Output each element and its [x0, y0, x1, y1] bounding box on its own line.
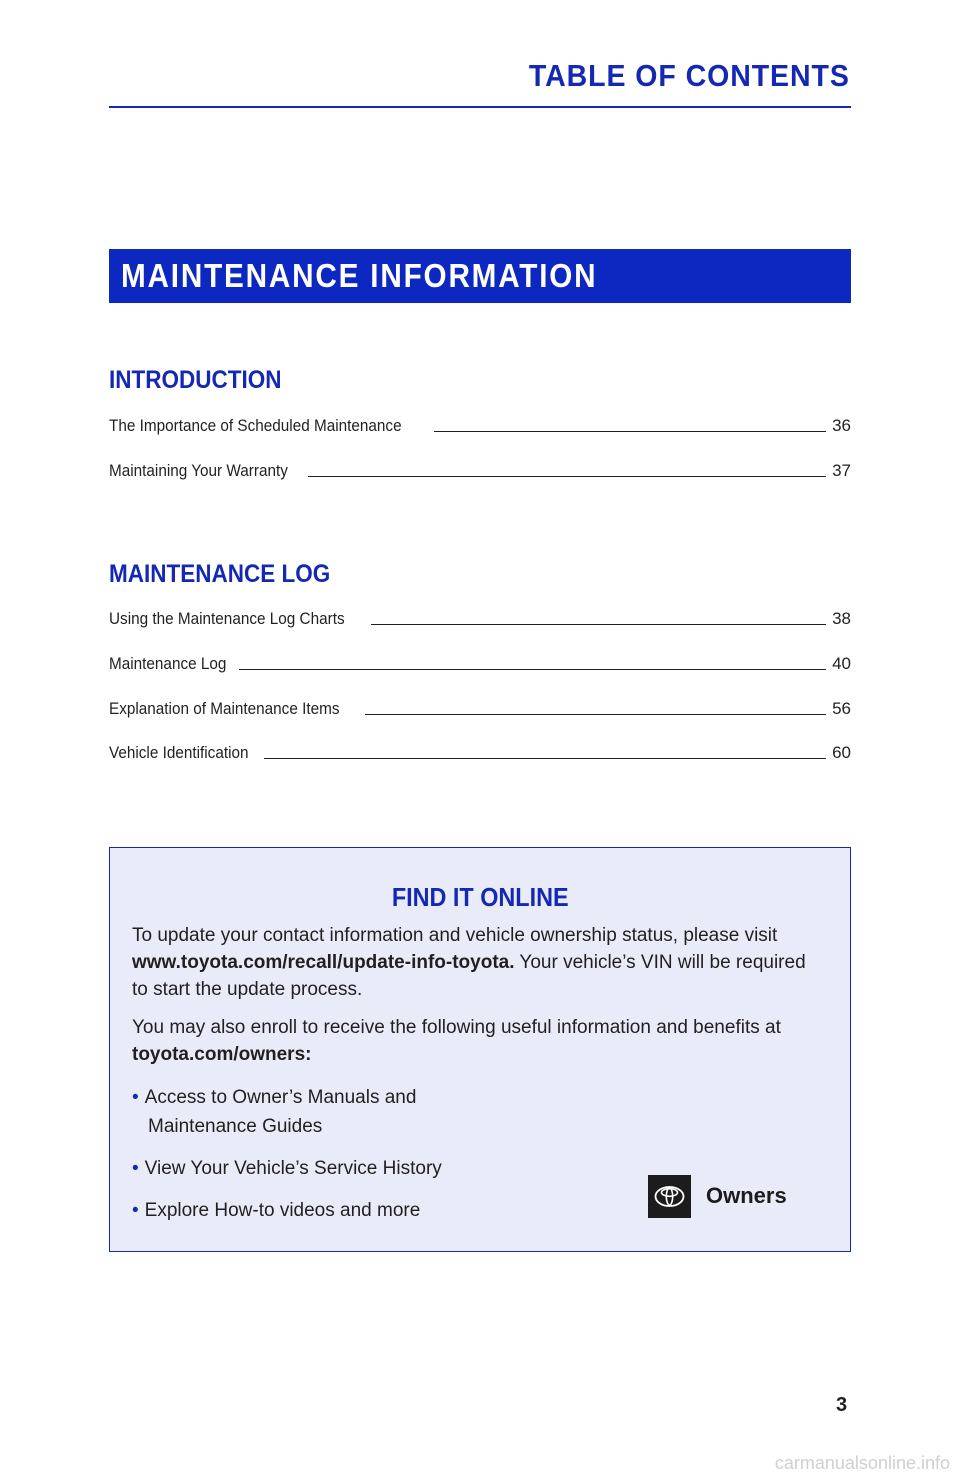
toc-entry-label: Maintaining Your Warranty	[109, 461, 288, 480]
list-item: • View Your Vehicle’s Service History	[132, 1158, 442, 1179]
dot-leader	[264, 758, 826, 759]
toc-entry[interactable]	[109, 739, 851, 763]
paragraph-tail: Your vehicle’s VIN will be required to start the update process.	[132, 952, 806, 1000]
paragraph-text: You may also enroll to receive the following useful information and benefits at	[132, 1017, 781, 1038]
toc-entry-label: Vehicle Identification	[109, 743, 249, 762]
watermark: carmanualsonline.info	[774, 1453, 950, 1473]
dot-leader	[434, 431, 826, 432]
update-info-link[interactable]: www.toyota.com/recall/update-info-toyota.	[132, 952, 515, 973]
list-item: • Access to Owner’s Manuals and	[132, 1087, 417, 1108]
toc-entry-page: 56	[832, 699, 851, 718]
toc-entry[interactable]	[109, 650, 851, 674]
list-item: • Explore How-to videos and more	[132, 1200, 421, 1221]
toc-entry-page: 38	[832, 609, 851, 628]
group-heading-maintenance-log: MAINTENANCE LOG	[109, 560, 331, 588]
bullet-icon: •	[132, 1087, 139, 1108]
toc-entry-label: Explanation of Maintenance Items	[109, 699, 340, 718]
toc-entry-page: 36	[832, 416, 851, 435]
page-number: 3	[836, 1394, 848, 1416]
title-divider	[109, 106, 851, 108]
owners-logo-text: Owners	[706, 1183, 787, 1208]
toc-entry-page: 40	[832, 654, 851, 673]
toc-entry[interactable]	[109, 457, 851, 481]
toc-entry-page: 37	[832, 461, 851, 480]
dot-leader	[365, 714, 826, 715]
toc-entry-label: The Importance of Scheduled Maintenance	[109, 416, 402, 435]
toyota-owners-logo	[648, 1173, 798, 1219]
find-it-online-box	[109, 847, 851, 1252]
update-info-paragraph	[132, 922, 812, 1003]
owners-link[interactable]: toyota.com/owners:	[132, 1044, 312, 1065]
dot-leader	[308, 476, 826, 477]
section-title: MAINTENANCE INFORMATION	[121, 257, 598, 294]
section-banner	[109, 249, 851, 303]
toc-entry-page: 60	[832, 743, 851, 762]
dot-leader	[371, 624, 826, 625]
page-title: TABLE OF CONTENTS	[529, 58, 850, 93]
toc-entry[interactable]	[109, 695, 851, 719]
group-heading-introduction: INTRODUCTION	[109, 366, 282, 394]
dot-leader	[239, 669, 826, 670]
toc-entry-label: Using the Maintenance Log Charts	[109, 609, 345, 628]
bullet-icon: •	[132, 1200, 139, 1221]
bullet-icon: •	[132, 1158, 139, 1179]
box-heading: FIND IT ONLINE	[391, 882, 569, 912]
enroll-paragraph	[132, 1014, 812, 1068]
paragraph-text: To update your contact information and vehicle ownership status, please visit	[132, 925, 778, 946]
toc-entry[interactable]	[109, 412, 851, 436]
toc-entry-label: Maintenance Log	[109, 654, 227, 673]
toc-entry[interactable]	[109, 605, 851, 629]
list-item-continuation: Maintenance Guides	[148, 1116, 323, 1137]
toyota-emblem-icon	[648, 1175, 691, 1218]
